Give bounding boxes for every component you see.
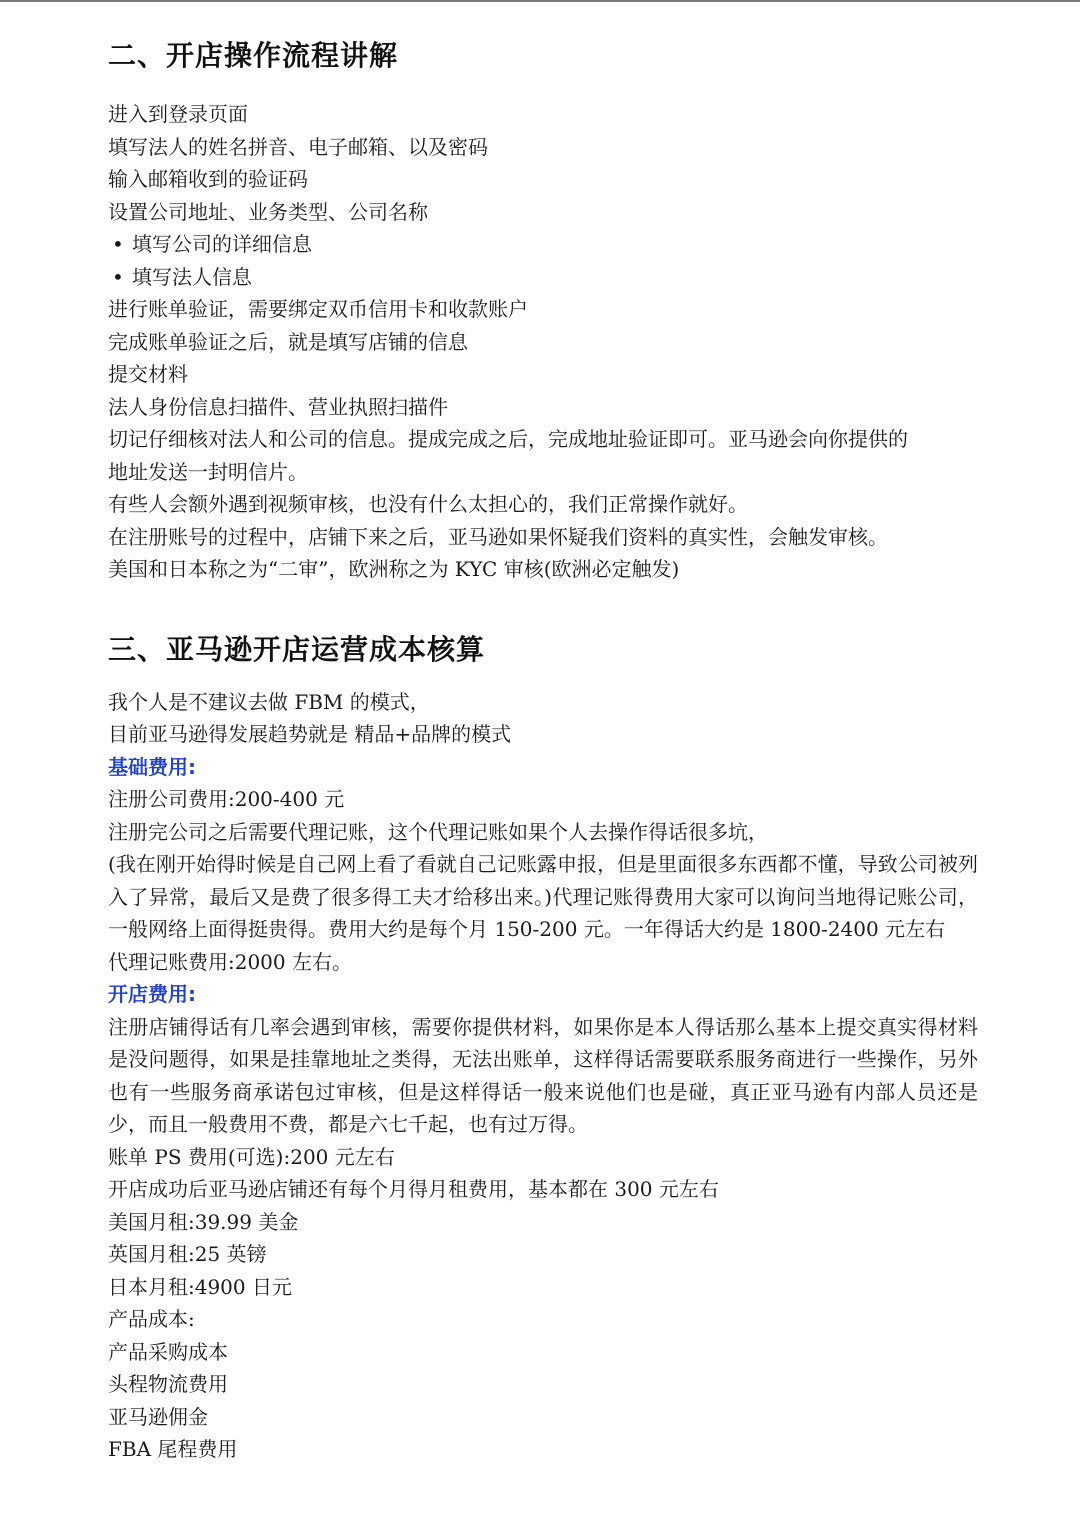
trigger-paragraph: 在注册账号的过程中，店铺下来之后，亚马逊如果怀疑我们资料的真实性，会触发审核。 bbox=[108, 524, 888, 549]
bullet-dot-icon: • bbox=[112, 264, 124, 289]
section-2-heading: 二、开店操作流程讲解 bbox=[108, 39, 399, 72]
basic-fee-line: 注册公司费用:200-400 元 bbox=[108, 787, 345, 811]
cost-line: 产品成本: bbox=[108, 1307, 195, 1331]
bullet-text: 填写法人信息 bbox=[132, 264, 252, 289]
bullet-item bbox=[108, 261, 988, 294]
basic-fee-line: 注册完公司之后需要代理记账，这个代理记账如果个人去操作得话很多坑， bbox=[108, 819, 768, 844]
bullet-dot-icon: • bbox=[112, 232, 124, 256]
bookkeeping-paragraph: (我在刚开始得时候是自己网上看了看就自己记账露申报，但是里面很多东西都不懂，导致公司被列入了异常，最后又是费了很多得工夫才给移出来。)代理记账得费用大家可以询问当地得记账公司，一般网络上面得挺贵得。费用大约是每个月 150-200 元。一年得话大约是 1800-2400 元左右 bbox=[108, 852, 978, 941]
step-line: 设置公司地址、业务类型、公司名称 bbox=[108, 199, 428, 224]
verify-paragraph: 切记仔细核对法人和公司的信息。提成完成之后，完成地址验证即可。亚马逊会向你提供的地址发送一封明信片。 bbox=[108, 427, 908, 484]
cost-line: 账单 PS 费用(可选):200 元左右 bbox=[108, 1144, 395, 1169]
video-review-line: 有些人会额外遇到视频审核，也没有什么太担心的，我们正常操作就好。 bbox=[108, 492, 748, 516]
basic-fee-line: 代理记账费用:2000 左右。 bbox=[108, 949, 352, 974]
step-line: 填写法人的姓名拼音、电子邮箱、以及密码 bbox=[108, 134, 488, 159]
bullet-text: 填写公司的详细信息 bbox=[132, 232, 312, 256]
cost-line: 开店成功后亚马逊店铺还有每个月得月租费用，基本都在 300 元左右 bbox=[108, 1177, 719, 1201]
basic-fees-label: 基础费用: bbox=[108, 754, 196, 779]
cost-line: 头程物流费用 bbox=[108, 1372, 228, 1396]
cost-line: 英国月租:25 英镑 bbox=[108, 1242, 267, 1266]
open-store-fees-label: 开店费用: bbox=[108, 982, 196, 1006]
step-line: 进入到登录页面 bbox=[108, 102, 248, 126]
cost-line: 日本月租:4900 日元 bbox=[108, 1274, 292, 1299]
cost-line: 亚马逊佣金 bbox=[108, 1404, 208, 1429]
step-line: 提交材料 bbox=[108, 362, 188, 386]
intro-line: 我个人是不建议去做 FBM 的模式， bbox=[108, 689, 430, 714]
step-line: 输入邮箱收到的验证码 bbox=[108, 167, 308, 191]
step-line: 完成账单验证之后，就是填写店铺的信息 bbox=[108, 329, 468, 354]
step-line: 进行账单验证，需要绑定双币信用卡和收款账户 bbox=[108, 297, 528, 321]
step-line: 法人身份信息扫描件、营业执照扫描件 bbox=[108, 394, 448, 419]
bullet-item bbox=[108, 228, 988, 261]
cost-line: 产品采购成本 bbox=[108, 1339, 228, 1364]
document-page bbox=[108, 34, 988, 1466]
cost-line: FBA 尾程费用 bbox=[108, 1437, 238, 1461]
top-border-line bbox=[0, 0, 1080, 2]
open-store-paragraph: 注册店铺得话有几率会遇到审核，需要你提供材料，如果你是本人得话那么基本上提交真实得材料是没问题得，如果是挂靠地址之类得，无法出账单，这样得话需要联系服务商进行一些操作，另外也有一些服务商承诺包过审核，但是这样得话一般来说他们也是碰，真正亚马逊有内部人员还是少，而且一般费用不费，都是六七千起，也有过万得。 bbox=[108, 1014, 978, 1136]
cost-line: 美国月租:39.99 美金 bbox=[108, 1209, 299, 1234]
section-3-heading: 三、亚马逊开店运营成本核算 bbox=[108, 632, 486, 666]
kyc-line: 美国和日本称之为“二审”，欧洲称之为 KYC 审核(欧洲必定触发) bbox=[108, 557, 680, 581]
intro-line: 目前亚马逊得发展趋势就是 精品+品牌的模式 bbox=[108, 722, 512, 746]
